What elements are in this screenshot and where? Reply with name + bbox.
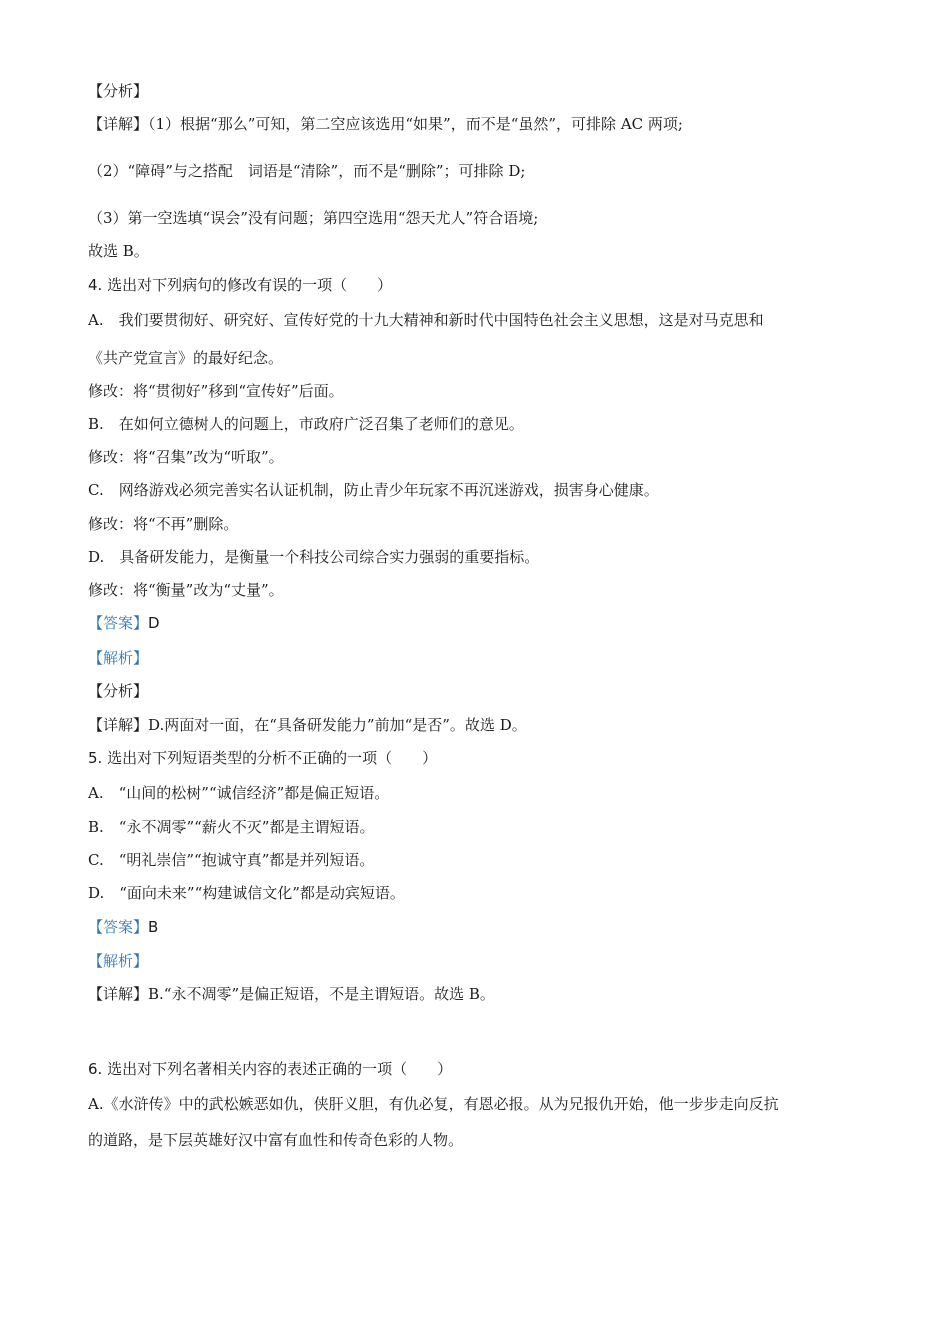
answer-label: 【答案】 [88,918,149,936]
detail-line-2: （2）“障碍”与之搭配 词语是“清除”，而不是“删除”；可排除 D; [88,162,526,180]
q4-answer [88,612,880,634]
question-6-title: 6. 选出对下列名著相关内容的表述正确的一项（ ） [88,1060,453,1078]
q5-answer [88,916,880,938]
q4-detail: 【详解】D.两面对一面，在“具备研发能力”前加“是否”。故选 D。 [88,716,527,734]
q5-option-a: A. “山间的松树”“诚信经济”都是偏正短语。 [88,784,390,802]
q6-option-a-line2: 的道路，是下层英雄好汉中富有血性和传奇色彩的人物。 [88,1131,464,1149]
q5-jiexi-label: 【解析】 [88,952,149,970]
q5-option-b: B. “永不凋零”“薪火不灭”都是主谓短语。 [88,818,375,836]
answer-value: D [148,614,160,632]
q4-jiexi-label: 【解析】 [88,649,149,667]
q4-option-b: B. 在如何立德树人的问题上，市政府广泛召集了老师们的意见。 [88,415,524,433]
detail-line-3: （3）第一空选填“误会”没有问题；第四空选用“怨天尤人”符合语境; [88,209,539,227]
q4-option-a-line2: 《共产党宣言》的最好纪念。 [88,349,284,367]
q5-detail: 【详解】B.“永不凋零”是偏正短语，不是主谓短语。故选 B。 [88,985,495,1003]
q4-option-c: C. 网络游戏必须完善实名认证机制，防止青少年玩家不再沉迷游戏，损害身心健康。 [88,481,659,499]
q4-option-d-fix: 修改：将“衡量”改为“丈量”。 [88,581,284,599]
q4-option-a-line1: A. 我们要贯彻好、研究好、宣传好党的十九大精神和新时代中国特色社会主义思想，这是对马克思和 [88,311,764,329]
q4-analysis-heading: 【分析】 [88,682,149,700]
q5-option-d: D. “面向未来”“构建诚信文化”都是动宾短语。 [88,884,405,902]
question-5-title: 5. 选出对下列短语类型的分析不正确的一项（ ） [88,749,438,767]
q4-option-c-fix: 修改：将“不再”删除。 [88,515,239,533]
q4-option-b-fix: 修改：将“召集”改为“听取”。 [88,448,284,466]
answer-value: B [148,918,159,936]
answer-label: 【答案】 [88,614,149,632]
q6-option-a-line1: A.《水浒传》中的武松嫉恶如仇，侠肝义胆，有仇必复，有恩必报。从为兄报仇开始，他一步步走向反抗 [88,1095,779,1113]
q4-option-a-fix: 修改：将“贯彻好”移到“宣传好”后面。 [88,382,344,400]
q4-option-d: D. 具备研发能力，是衡量一个科技公司综合实力强弱的重要指标。 [88,548,540,566]
analysis-heading: 【分析】 [88,82,149,100]
conclusion-line: 故选 B。 [88,242,149,260]
question-4-title: 4. 选出对下列病句的修改有误的一项（ ） [88,276,393,294]
q5-option-c: C. “明礼崇信”“抱诚守真”都是并列短语。 [88,851,375,869]
detail-line-1: 【详解】（1）根据“那么”可知，第二空应该选用“如果”，而不是“虽然”，可排除 AC 两项; [88,115,683,133]
